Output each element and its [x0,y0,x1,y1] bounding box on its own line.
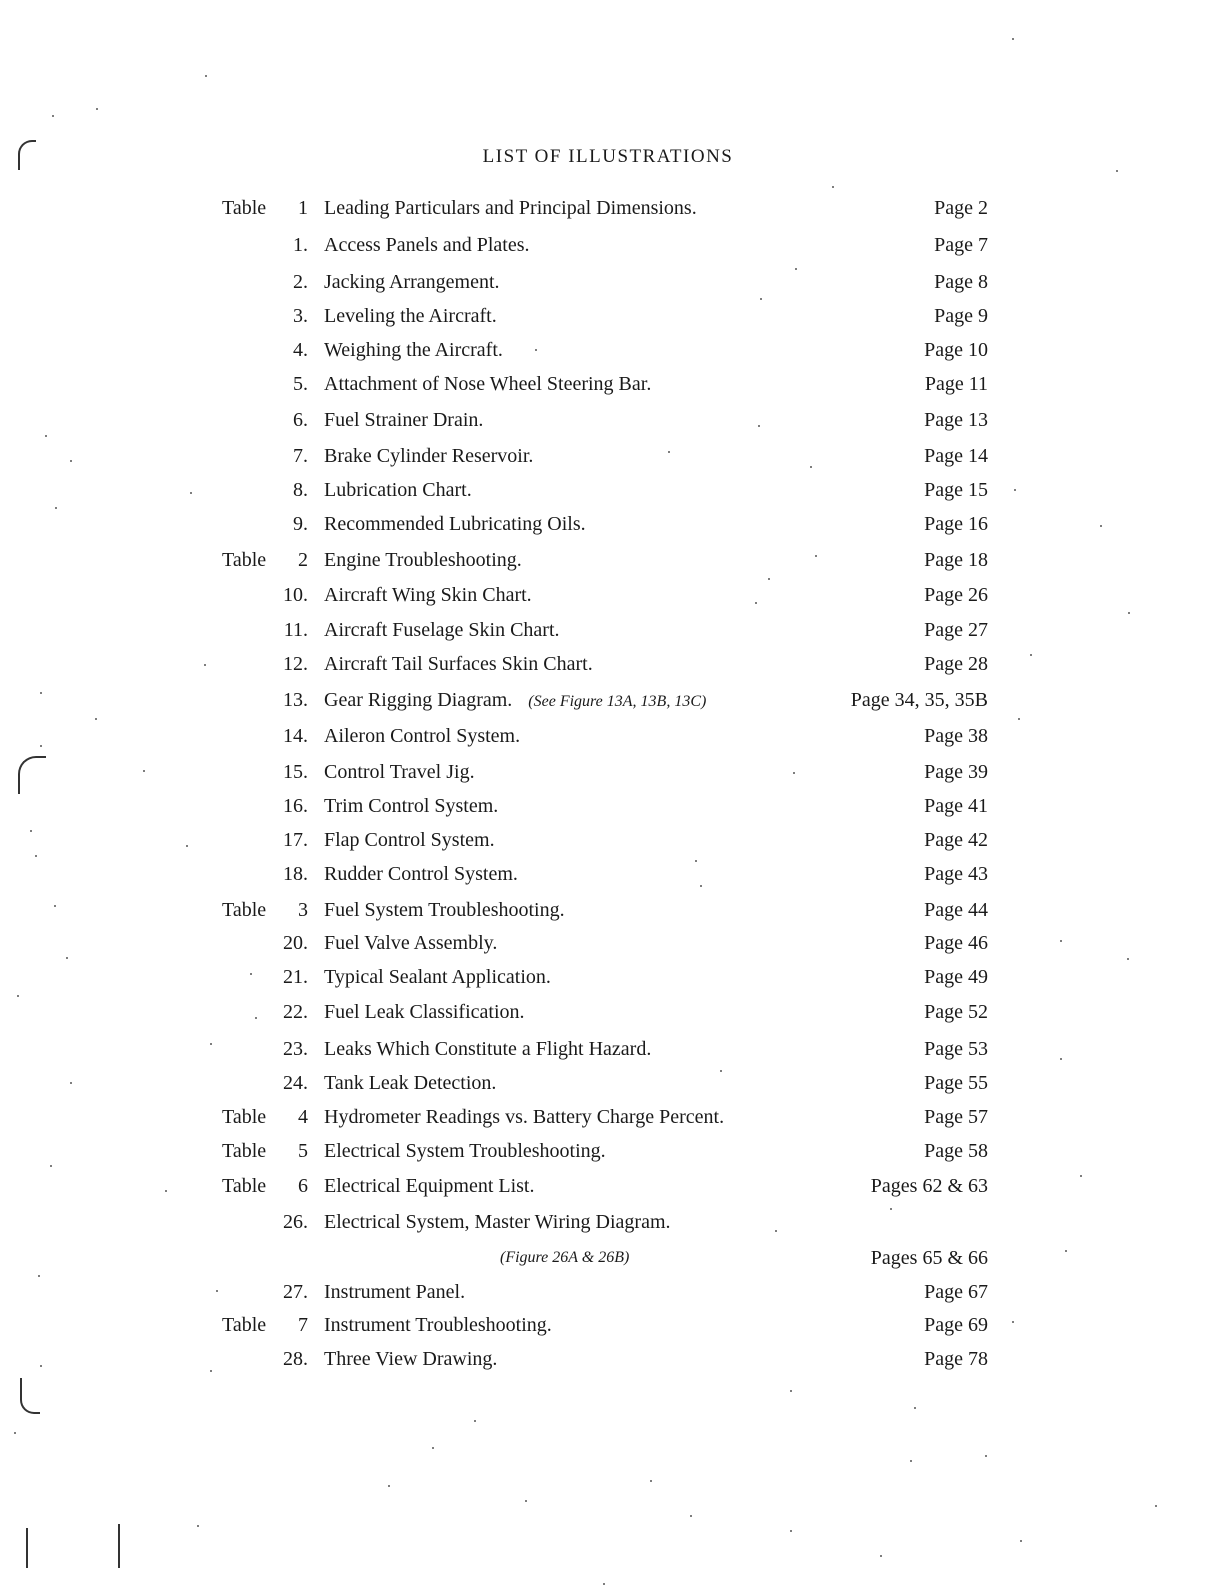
toc-entry [0,336,1216,364]
scan-speck [40,692,42,694]
entry-kind: Table [222,549,267,571]
scan-speck [1116,170,1118,172]
entry-number: 3. [293,305,308,327]
scan-speck [210,1043,212,1045]
scan-speck [54,905,56,907]
binder-hole-mark [18,756,46,794]
entry-title: Access Panels and Plates. [324,234,530,256]
entry-page: Page 53 [924,1038,988,1060]
entry-page: Page 42 [924,829,988,851]
margin-line [118,1524,120,1568]
scan-speck [525,1500,527,1502]
entry-title: Three View Drawing. [324,1348,498,1370]
entry-title: Hydrometer Readings vs. Battery Charge Percent. [324,1106,725,1128]
entry-page: Page 10 [924,339,988,361]
scan-speck [66,957,68,959]
entry-number: 4. [293,339,308,361]
entry-page: Page 69 [924,1314,988,1336]
scan-speck [96,108,98,110]
scan-speck [1020,1540,1022,1542]
scan-speck [1060,1058,1062,1060]
entry-page: Page 14 [924,445,988,467]
entry-number: 6 [298,1175,308,1197]
entry-number: 8. [293,479,308,501]
scan-speck [768,578,770,580]
entry-page: Page 28 [924,653,988,675]
scan-speck [910,1460,912,1462]
scan-speck [432,1447,434,1449]
scan-speck [760,298,762,300]
entry-number: 2 [298,549,308,571]
entry-title: Tank Leak Detection. [324,1072,497,1094]
entry-page: Page 16 [924,513,988,535]
toc-entry [0,616,1216,644]
entry-number: 17. [283,829,308,851]
entry-title: Recommended Lubricating Oils. [324,513,586,535]
toc-entry [0,650,1216,678]
entry-number: 7 [298,1314,308,1336]
scan-speck [1128,612,1130,614]
entry-number: 15. [283,761,308,783]
entry-number: 1. [293,234,308,256]
scan-speck [793,772,795,774]
entry-page: Page 13 [924,409,988,431]
scan-speck [914,1407,916,1409]
scan-speck [165,1190,167,1192]
scan-speck [30,830,32,832]
scan-speck [17,995,19,997]
entry-page: Page 43 [924,863,988,885]
toc-entry [0,826,1216,854]
entry-title: Leveling the Aircraft. [324,305,497,327]
binder-hole-mark [20,1378,40,1414]
scan-speck [50,1165,52,1167]
entry-kind: Table [222,899,267,921]
toc-entry [0,442,1216,470]
scan-speck [755,602,757,604]
entry-page: Page 49 [924,966,988,988]
entry-title: Aircraft Wing Skin Chart. [324,584,532,606]
entry-number: 24. [283,1072,308,1094]
entry-number: 1 [298,197,308,219]
toc-entry [0,792,1216,820]
entry-title: Gear Rigging Diagram. (See Figure 13A, 13B, 13C) [324,689,707,711]
scan-speck [70,460,72,462]
toc-entry [0,370,1216,398]
entry-number: 14. [283,725,308,747]
scan-speck [55,507,57,509]
scan-speck [790,1390,792,1392]
entry-page: Page 58 [924,1140,988,1162]
entry-note: (Figure 26A & 26B) [500,1249,630,1266]
entry-page: Page 15 [924,479,988,501]
scan-speck [775,1230,777,1232]
toc-entry [0,722,1216,750]
toc-entry [0,1035,1216,1063]
toc-entry [0,1208,1216,1236]
entry-kind: Table [222,197,267,219]
entry-page: Page 67 [924,1281,988,1303]
entry-title: Instrument Panel. [324,1281,466,1303]
entry-page: Page 41 [924,795,988,817]
entry-number: 2. [293,271,308,293]
entry-title: Electrical Equipment List. [324,1175,535,1197]
toc-entry [0,302,1216,330]
entry-title: Electrical System, Master Wiring Diagram. [324,1211,671,1233]
scan-speck [45,435,47,437]
scan-speck [35,855,37,857]
scan-speck [186,845,188,847]
entry-page: Page 44 [924,899,988,921]
entry-number: 4 [298,1106,308,1128]
toc-entry [0,758,1216,786]
scan-speck [1018,718,1020,720]
scan-speck [197,1525,199,1527]
entry-title: Fuel Valve Assembly. [324,932,498,954]
scan-speck [810,466,812,468]
entry-page: Page 18 [924,549,988,571]
toc-entry [0,1345,1216,1373]
toc-entry [0,1311,1216,1339]
scan-speck [1012,1321,1014,1323]
scan-speck [250,973,252,975]
entry-title: Electrical System Troubleshooting. [324,1140,606,1162]
entry-page: Page 27 [924,619,988,641]
scan-speck [204,664,206,666]
scan-speck [720,1070,722,1072]
entry-page: Page 34, 35, 35B [850,689,988,711]
entry-number: 5. [293,373,308,395]
toc-entry [0,406,1216,434]
entry-title: Engine Troubleshooting. [324,549,522,571]
entry-title: Jacking Arrangement. [324,271,500,293]
scan-speck [880,1555,882,1557]
entry-page: Page 7 [934,234,988,256]
entry-page: Page 11 [924,373,988,395]
entry-title: Fuel System Troubleshooting. [324,899,565,921]
scan-speck [1155,1505,1157,1507]
entry-title: Lubrication Chart. [324,479,472,501]
scan-speck [690,1515,692,1517]
scan-speck [1127,958,1129,960]
scan-speck [890,1208,892,1210]
entry-number: 12. [283,653,308,675]
entry-page: Page 55 [924,1072,988,1094]
entry-number: 28. [283,1348,308,1370]
scan-speck [1060,940,1062,942]
entry-title: Aileron Control System. [324,725,521,747]
scan-speck [650,1480,652,1482]
entry-title: Leaks Which Constitute a Flight Hazard. [324,1038,652,1060]
toc-entry [0,231,1216,259]
scan-speck [985,1455,987,1457]
toc-entry [0,963,1216,991]
entry-title: Attachment of Nose Wheel Steering Bar. [324,373,652,395]
scan-speck [1100,525,1102,527]
toc-entry [0,929,1216,957]
entry-page: Page 2 [934,197,988,219]
entry-title: Leading Particulars and Principal Dimensions. [324,197,697,219]
scan-speck [70,1082,72,1084]
scan-speck [1012,38,1014,40]
entry-page: Page 57 [924,1106,988,1128]
scan-speck [40,745,42,747]
scan-speck [535,349,537,351]
entry-page: Page 8 [934,271,988,293]
scan-speck [40,1365,42,1367]
entry-page: Page 26 [924,584,988,606]
entry-number: 7. [293,445,308,467]
entry-number: 11. [283,619,308,641]
entry-title: Weighing the Aircraft. [324,339,503,361]
toc-entry [0,1103,1216,1131]
toc-entry [0,1278,1216,1306]
page-title: LIST OF ILLUSTRATIONS [482,146,734,167]
entry-number: 21. [283,966,308,988]
entry-number: 6. [293,409,308,431]
entry-number: 16. [283,795,308,817]
entry-number: 23. [283,1038,308,1060]
entry-title: Instrument Troubleshooting. [324,1314,552,1336]
entry-number: 3 [298,899,308,921]
scan-speck [1065,1250,1067,1252]
entry-kind: Table [222,1140,267,1162]
entry-kind: Table [222,1314,267,1336]
toc-entry [0,194,1216,222]
entry-title: Aircraft Tail Surfaces Skin Chart. [324,653,593,675]
toc-entry [0,1172,1216,1200]
scan-speck [758,425,760,427]
scan-speck [790,1530,792,1532]
toc-entry [0,581,1216,609]
toc-entry [0,546,1216,574]
entry-kind: Table [222,1175,267,1197]
scan-speck [795,268,797,270]
entry-note: (See Figure 13A, 13B, 13C) [528,693,707,710]
scan-speck [1080,1175,1082,1177]
entry-title: Control Travel Jig. [324,761,475,783]
entry-title: Trim Control System. [324,795,499,817]
scan-speck [832,186,834,188]
entry-title: Fuel Strainer Drain. [324,409,484,431]
scan-speck [603,1583,605,1585]
scan-speck [668,451,670,453]
toc-entry [0,1137,1216,1165]
scan-speck [1030,654,1032,656]
entry-number: 20. [283,932,308,954]
entry-kind: Table [222,1106,267,1128]
entry-number: 10. [283,584,308,606]
scan-speck [143,770,145,772]
entry-number: 13. [283,689,308,711]
scan-speck [255,1017,257,1019]
toc-entry [0,1244,1216,1272]
entry-title: Flap Control System. [324,829,495,851]
scan-speck [52,115,54,117]
toc-entry [0,510,1216,538]
toc-entry [0,998,1216,1026]
scan-speck [14,1432,16,1434]
scan-speck [205,75,207,77]
margin-line [26,1528,28,1568]
entry-title: Typical Sealant Application. [324,966,551,988]
entry-number: 22. [283,1001,308,1023]
toc-entry [0,268,1216,296]
entry-number: 18. [283,863,308,885]
entry-title: Rudder Control System. [324,863,518,885]
scan-speck [815,555,817,557]
entry-page: Pages 62 & 63 [870,1175,988,1197]
entry-page: Page 38 [924,725,988,747]
entry-title: Aircraft Fuselage Skin Chart. [324,619,560,641]
entry-number: 5 [298,1140,308,1162]
scan-speck [695,860,697,862]
toc-entry [0,860,1216,888]
entry-title: Fuel Leak Classification. [324,1001,525,1023]
entry-page: Pages 65 & 66 [870,1247,988,1269]
entry-number: 9. [293,513,308,535]
entry-number: 27. [283,1281,308,1303]
entry-title: Brake Cylinder Reservoir. [324,445,534,467]
toc-entry [0,476,1216,504]
scan-speck [1014,489,1016,491]
toc-entry [0,896,1216,924]
entry-page: Page 78 [924,1348,988,1370]
scan-speck [210,1370,212,1372]
entry-page: Page 9 [934,305,988,327]
entry-page: Page 52 [924,1001,988,1023]
scan-speck [190,492,192,494]
toc-entry [0,1069,1216,1097]
scan-speck [700,885,702,887]
scan-speck [38,1275,40,1277]
scan-speck [216,1290,218,1292]
entry-page: Page 39 [924,761,988,783]
binder-hole-mark [18,140,36,170]
entry-number: 26. [283,1211,308,1233]
entry-page: Page 46 [924,932,988,954]
toc-entry [0,686,1216,714]
scan-speck [388,1485,390,1487]
scan-speck [95,718,97,720]
scan-speck [474,1420,476,1422]
